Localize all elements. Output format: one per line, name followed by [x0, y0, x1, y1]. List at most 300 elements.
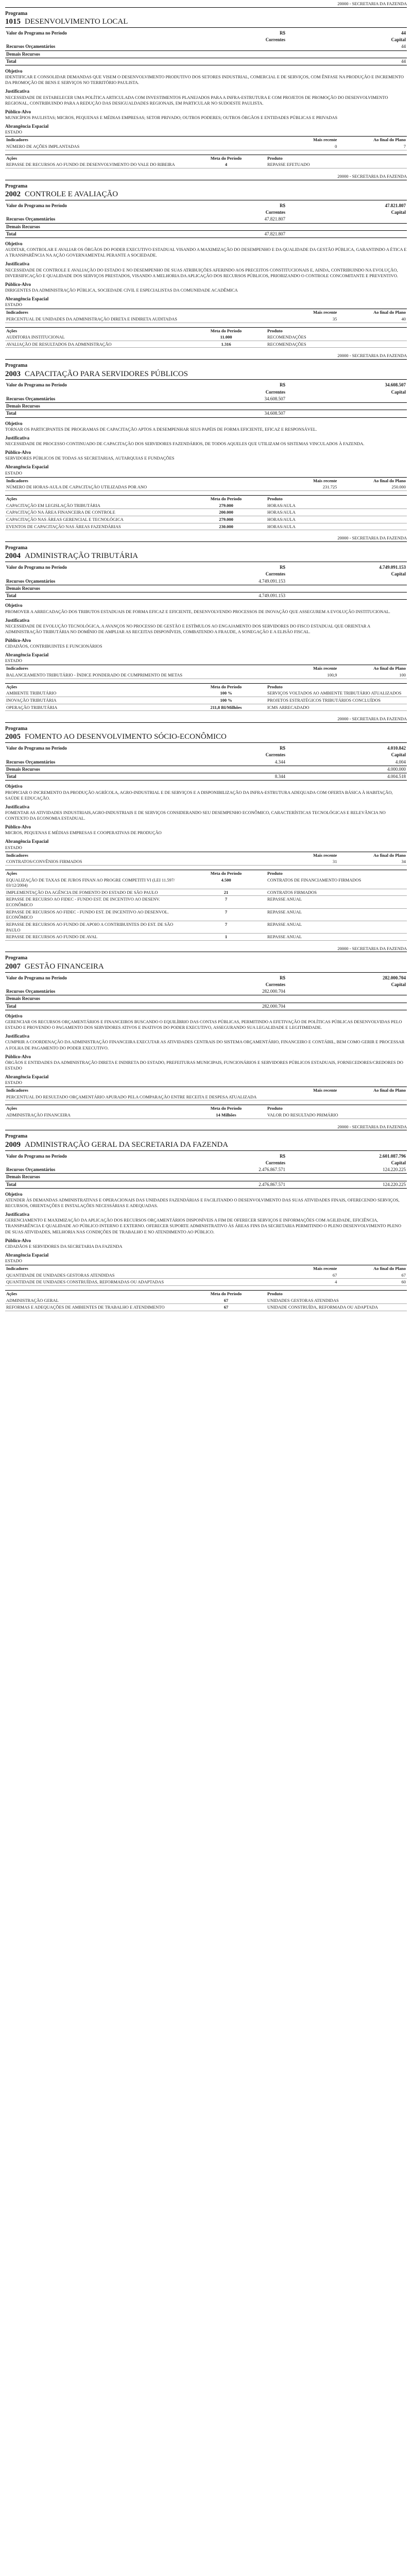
recent-header: Mais recente — [286, 477, 338, 484]
action-meta: 67 — [186, 1304, 266, 1311]
value-table — [5, 564, 407, 600]
objective-text: GERENCIAR OS RECURSOS ORÇAMENTÁRIOS E FINANCEIROS BUSCANDO O EQUILÍBRIO DAS CONTAS PÚBLICAS, PERMITINDO A EFETIVAÇÃO DE POLÍTICAS PÚBLICAS DESENVOLVIDAS PELO ESTADO E PROVENDO O PAGAMENTO DOS SERVIDORES ATIVOS E INATIVOS DO PODER EXECUTIVO, ASSEGURANDO SUA LEGALIDADE E LEGITIMIDADE. — [5, 1019, 402, 1030]
currency-label: R$ — [280, 202, 285, 208]
value-row-label: Total — [5, 230, 206, 238]
correntes-value: 282.000.704 — [206, 988, 286, 995]
actions-table — [5, 155, 407, 168]
program-block — [5, 11, 407, 173]
action-meta: 7 — [186, 908, 266, 921]
indicators-table — [5, 309, 407, 323]
value-row-label: Demais Recursos — [5, 223, 206, 230]
actions-table — [5, 495, 407, 530]
action-row — [5, 1304, 407, 1311]
action-product: CONTRATOS DE FINANCIAMENTO FIRMADOS — [266, 877, 407, 889]
capital-value — [286, 223, 407, 230]
final-header: Ao final do Plano — [338, 665, 407, 672]
actions-table — [5, 1290, 407, 1311]
capital-value — [286, 1174, 407, 1181]
indicators-table — [5, 136, 407, 150]
action-product: REPASSE ANUAL — [266, 896, 407, 908]
action-name: CAPACITAÇÃO NAS ÁREAS GERENCIAL E TECNOLÓGICA — [5, 516, 186, 523]
indicators-header: Indicadores — [5, 477, 286, 484]
program-value: 2.601.087.796 — [379, 1153, 406, 1159]
capital-value: 4.004 — [286, 759, 407, 766]
recent-header: Mais recente — [286, 1087, 338, 1094]
spatial-scope-text: ESTADO — [5, 302, 22, 308]
action-row — [5, 523, 407, 530]
value-table — [5, 30, 407, 65]
actions-header: Ações — [5, 496, 186, 502]
indicator-name: NÚMERO DE AÇÕES IMPLANTADAS — [5, 143, 286, 150]
action-product: REPASSE ANUAL — [266, 934, 407, 941]
currency-label: R$ — [280, 745, 285, 751]
indicators-table — [5, 1087, 407, 1100]
target-audience-text: MUNICÍPIOS PAULISTAS; MICROS, PEQUENAS E MÉDIAS EMPRESAS; SETOR PRIVADO; OUTROS PODERES; OUTROS ÓRGÃOS E ENTIDADES PÚBLICAS E PRIVADAS — [5, 115, 338, 121]
justification-label: Justificativa — [5, 1212, 29, 1217]
program-title — [5, 190, 407, 200]
objective-label: Objetivo — [5, 241, 23, 247]
program-label: Programa — [5, 725, 28, 732]
indicator-name: BALANCEAMENTO TRIBUTÁRIO - ÍNDICE PONDERADO DE CUMPRIMENTO DE METAS — [5, 672, 286, 679]
program-title — [5, 962, 407, 973]
spatial-scope-label: Abrangência Espacial — [5, 1252, 49, 1258]
meta-header: Meta do Período — [186, 1105, 266, 1112]
recent-header: Mais recente — [286, 665, 338, 672]
currency-label: R$ — [280, 565, 285, 570]
spatial-scope-label: Abrangência Espacial — [5, 652, 49, 658]
final-header: Ao final do Plano — [338, 477, 407, 484]
value-table — [5, 202, 407, 238]
indicator-recent — [286, 1094, 338, 1100]
program-title — [5, 369, 407, 380]
actions-table — [5, 327, 407, 348]
page-header: 20000 - SECRETARIA DA FAZENDA — [5, 715, 407, 723]
value-row-label: Demais Recursos — [5, 766, 206, 773]
correntes-value — [206, 995, 286, 1003]
actions-header: Ações — [5, 870, 186, 876]
action-meta: 4 — [186, 161, 266, 168]
action-product: REPASSE ANUAL — [266, 921, 407, 933]
correntes-header: Correntes — [265, 981, 285, 987]
action-name: REPASSE DE RECURSOS AO FIDEC - FUNDO EST. DE INCENTIVO AO DESENVOL. ECONÔMICO — [5, 908, 186, 921]
actions-header: Ações — [5, 683, 186, 690]
program-block — [5, 545, 407, 715]
actions-header: Ações — [5, 327, 186, 334]
action-row — [5, 516, 407, 523]
page-header: 20000 - SECRETARIA DA FAZENDA — [5, 945, 407, 953]
capital-header: Capital — [391, 1160, 406, 1165]
capital-header: Capital — [391, 210, 406, 215]
program-code: 2007 — [5, 962, 21, 971]
action-product: RECOMENDAÇÕES — [266, 341, 407, 348]
action-meta: 279.000 — [186, 516, 266, 523]
action-meta: 67 — [186, 1297, 266, 1304]
final-header: Ao final do Plano — [338, 309, 407, 316]
objective-text: PROMOVER A ARRECADAÇÃO DOS TRIBUTOS ESTADUAIS DE FORMA EFICAZ E EFICIENTE, DESENVOLVENDO PROCESSOS DE INOVAÇÃO QUE ASSEGUREM A EVOLUÇÃO INSTITUCIONAL. — [5, 608, 390, 614]
program-value: 4.010.842 — [387, 745, 406, 751]
capital-value — [286, 1003, 407, 1010]
program-block — [5, 1133, 407, 1315]
page-header: 20000 - SECRETARIA DA FAZENDA — [5, 1123, 407, 1131]
indicators-table — [5, 477, 407, 491]
action-meta: 211,8 BI/Milhões — [186, 704, 266, 711]
value-table — [5, 382, 407, 417]
action-name: AUDITORIA INSTITUCIONAL — [5, 334, 186, 341]
action-meta: 14 Milhões — [186, 1112, 266, 1118]
action-product: REPASSE ANUAL — [266, 908, 407, 921]
capital-value — [286, 988, 407, 995]
spatial-scope-text: ESTADO — [5, 658, 22, 664]
indicators-header: Indicadores — [5, 665, 286, 672]
indicator-final: 60 — [338, 1279, 407, 1286]
correntes-value: 2.476.867.571 — [206, 1181, 286, 1188]
indicator-recent: 31 — [286, 858, 338, 865]
objective-text: TORNAR OS PARTICIPANTES DE PROGRAMAS DE CAPACITAÇÃO APTOS A DESEMPENHAR SEUS PAPÉIS DE FORMA EFICIENTE, EFICAZ E RESPONSÁVEL. — [5, 426, 317, 432]
capital-value — [286, 396, 407, 403]
indicator-name: QUANTIDADE DE UNIDADES CONSTRUÍDAS, REFORMADAS OU ADAPTADAS — [5, 1279, 286, 1286]
indicators-table — [5, 852, 407, 866]
value-table — [5, 745, 407, 781]
target-audience-text: CIDADÃOS E SERVIDORES DA SECRETARIA DA FAZENDA — [5, 1243, 123, 1249]
action-row — [5, 908, 407, 921]
value-label: Valor do Programa no Período — [6, 202, 67, 208]
indicator-final: 100 — [338, 672, 407, 679]
action-name: REPASSE DE RECURSO AO FIDEC - FUNDO EST. DE INCENTIVO AO DESENV. ECONÔMICO — [5, 896, 186, 908]
actions-header: Ações — [5, 1105, 186, 1112]
value-row-label: Total — [5, 773, 206, 781]
correntes-header: Correntes — [265, 752, 285, 758]
action-product: RECOMENDAÇÕES — [266, 334, 407, 341]
indicator-row — [5, 1272, 407, 1279]
action-product: ICMS ARRECADADO — [266, 704, 407, 711]
program-value: 44 — [401, 30, 406, 36]
correntes-value — [206, 43, 286, 50]
value-row-label: Recursos Orçamentários — [5, 578, 206, 585]
currency-label: R$ — [280, 30, 285, 36]
recent-header: Mais recente — [286, 309, 338, 316]
action-product: PROJETOS ESTRATÉGICOS TRIBUTÁRIOS CONCLUÍDOS — [266, 697, 407, 704]
target-audience-text: MICROS, PEQUENAS E MÉDIAS EMPRESAS E COOPERATIVAS DE PRODUÇÃO — [5, 830, 162, 836]
indicator-row — [5, 672, 407, 679]
action-row — [5, 896, 407, 908]
spatial-scope-text: ESTADO — [5, 844, 22, 850]
correntes-value — [206, 58, 286, 65]
indicator-name: NÚMERO DE HORAS-AULA DE CAPACITAÇÃO UTILIZADAS POR ANO — [5, 484, 286, 490]
capital-value — [286, 410, 407, 417]
spatial-scope-label: Abrangência Espacial — [5, 464, 49, 470]
capital-header: Capital — [391, 752, 406, 758]
value-label: Valor do Programa no Período — [6, 565, 67, 570]
spatial-scope-label: Abrangência Espacial — [5, 296, 49, 302]
indicator-row — [5, 484, 407, 490]
action-name: CAPACITAÇÃO EM LEGISLAÇÃO TRIBUTÁRIA — [5, 502, 186, 509]
correntes-value: 34.608.507 — [206, 410, 286, 417]
indicator-name: PERCENTUAL DE UNIDADES DA ADMINISTRAÇÃO DIRETA E INDIRETA AUDITADAS — [5, 316, 286, 323]
capital-value: 44 — [286, 58, 407, 65]
objective-text: IDENTIFICAR E CONSOLIDAR DEMANDAS QUE VISEM O DESENVOLVIMENTO PRODUTIVO DOS SETORES INDUSTRIAL, COMERCIAL E DE SERVIÇOS, COM ÊNFASE NA PRODUÇÃO E INCREMENTO DA PROMOÇÃO DE BENS E SERVIÇOS NO TERRITÓRIO PAULISTA. — [5, 74, 404, 86]
target-audience-label: Público-Alvo — [5, 281, 31, 287]
program-block — [5, 955, 407, 1123]
product-header: Produto — [266, 683, 407, 690]
program-code: 2005 — [5, 733, 21, 741]
indicator-row — [5, 1094, 407, 1100]
correntes-header: Correntes — [265, 210, 285, 215]
correntes-value — [206, 585, 286, 592]
objective-label: Objetivo — [5, 420, 23, 426]
justification-label: Justificativa — [5, 617, 29, 623]
justification-text: NECESSIDADE DE PROCESSO CONTINUADO DE CAPACITAÇÃO DOS SERVIDORES FAZENDÁRIOS, DE TODOS AQUELES QUE UTILIZAM OS SISTEMAS VINCULADOS À FAZENDA. — [5, 441, 365, 447]
target-audience-label: Público-Alvo — [5, 637, 31, 643]
program-name: CAPACITAÇÃO PARA SERVIDORES PÚBLICOS — [25, 369, 188, 378]
indicator-recent: 67 — [286, 1272, 338, 1279]
program-block — [5, 363, 407, 534]
value-row-label: Total — [5, 592, 206, 600]
action-meta: 279.000 — [186, 502, 266, 509]
final-header: Ao final do Plano — [338, 852, 407, 858]
action-row — [5, 1297, 407, 1304]
indicator-final: 67 — [338, 1272, 407, 1279]
spatial-scope-label: Abrangência Espacial — [5, 124, 49, 129]
value-row-label: Total — [5, 410, 206, 417]
indicators-header: Indicadores — [5, 137, 286, 143]
action-meta: 1.316 — [186, 341, 266, 348]
page-header: 20000 - SECRETARIA DA FAZENDA — [5, 352, 407, 360]
action-row — [5, 934, 407, 941]
program-name: DESENVOLVIMENTO LOCAL — [25, 18, 128, 26]
action-name: OPERAÇÃO TRIBUTÁRIA — [5, 704, 186, 711]
correntes-value: 4.749.091.153 — [206, 592, 286, 600]
recent-header: Mais recente — [286, 852, 338, 858]
target-audience-text: ÓRGÃOS E ENTIDADES DA ADMINISTRAÇÃO DIRETA E INDIRETA DO ESTADO, PREFEITURAS MUNICIPAIS, FUNCIONÁRIOS E SERVIDORES PÚBLICOS ESTADUAIS, FORNECEDORES/CREDORES DO ESTADO — [5, 1059, 403, 1071]
program-value: 282.000.704 — [383, 975, 406, 980]
target-audience-label: Público-Alvo — [5, 1238, 31, 1243]
indicator-recent: 4 — [286, 1279, 338, 1286]
actions-table — [5, 683, 407, 711]
value-label: Valor do Programa no Período — [6, 975, 67, 980]
indicator-final — [338, 1094, 407, 1100]
program-label: Programa — [5, 1133, 28, 1140]
action-product: HORAS/AULA — [266, 502, 407, 509]
justification-text: GERENCIAMENTO E MAXIMIZAÇÃO DA APLICAÇÃO DOS RECURSOS ORÇAMENTÁRIOS DISPONÍVEIS A FIM DE OFERECER SERVIÇOS E INFORMAÇÕES COM AGILIDADE, EFICIÊNCIA, TRANSPARÊNCIA E QUALIDADE AO PÚBLICO INTERNO E EXTERNO. OFERECER SUPORTE ADMINISTRATIVO ÀS ÁREAS FINS DA SECRETARIA PERMITINDO O PLENO DESENVOLVIMENTO PLENO DE SUAS ATIVIDADES, MELHORIA NAS CONDIÇÕES DE TRABALHO E NO ATENDIMENTO AO PÚBLICO. — [5, 1217, 401, 1234]
indicator-recent: 100,9 — [286, 672, 338, 679]
action-name: REPASSE DE RECURSOS AO FUNDO DE AVAL — [5, 934, 186, 941]
target-audience-text: CIDADÃOS, CONTRIBUINTES E FUNCIONÁRIOS — [5, 643, 102, 649]
correntes-value — [206, 50, 286, 58]
objective-label: Objetivo — [5, 603, 23, 608]
action-meta: 1 — [186, 934, 266, 941]
capital-value — [286, 592, 407, 600]
capital-value: 44 — [286, 43, 407, 50]
capital-header: Capital — [391, 37, 406, 43]
correntes-value — [206, 403, 286, 410]
target-audience-label: Público-Alvo — [5, 109, 31, 114]
actions-header: Ações — [5, 1291, 186, 1297]
value-row-label: Recursos Orçamentários — [5, 1166, 206, 1174]
justification-text: NECESSIDADE DE CONTROLE E AVALIAÇÃO DO ESTADO E NO DESEMPENHO DE SUAS ATRIBUIÇÕES AFERINDO AOS PRECEITOS CONSTITUCIONAIS E, AINDA, CONTRIBUINDO NA EVOLUÇÃO, DIVERSIFICAÇÃO E QUALIDADE DOS SERVIÇOS PRESTADOS, VISANDO A MELHORIA DA APLICAÇÃO DOS RECURSOS PÚBLICOS, PRIORIZANDO O CONTROLE CONCOMITANTE E PREVENTIVO. — [5, 267, 398, 278]
program-value: 4.749.091.153 — [379, 565, 406, 570]
action-name: INOVAÇÃO TRIBUTÁRIA — [5, 697, 186, 704]
program-name: ADMINISTRAÇÃO TRIBUTÁRIA — [25, 552, 139, 561]
program-name: GESTÃO FINANCEIRA — [25, 962, 104, 971]
indicator-final: 40 — [338, 316, 407, 323]
value-row-label: Demais Recursos — [5, 995, 206, 1003]
program-code: 1015 — [5, 18, 21, 26]
capital-value — [286, 50, 407, 58]
indicators-header: Indicadores — [5, 1087, 286, 1094]
value-label: Valor do Programa no Período — [6, 382, 67, 388]
capital-value — [286, 995, 407, 1003]
objective-text: AUDITAR, CONTROLAR E AVALIAR OS ÓRGÃOS DO PODER EXECUTIVO ESTADUAL VISANDO A MAXIMIZAÇÃO DO DESEMPENHO E DA QUALIDADE DA GESTÃO PÚBLICA, GARANTINDO A ÉTICA E A TRANSPARÊNCIA NA AÇÃO GOVERNAMENTAL PERANTE A SOCIEDADE. — [5, 247, 407, 258]
value-row-label: Recursos Orçamentários — [5, 759, 206, 766]
action-name: CAPACITAÇÃO NA ÁREA FINANCEIRA DE CONTROLE — [5, 509, 186, 516]
value-row-label: Demais Recursos — [5, 403, 206, 410]
justification-label: Justificativa — [5, 1033, 29, 1039]
value-row-label: Demais Recursos — [5, 1174, 206, 1181]
action-name: REPASSE DE RECURSOS AO FUNDO DE APOIO A CONTRIBUINTES DO EST. DE SÃO PAULO — [5, 921, 186, 933]
action-product: HORAS/AULA — [266, 523, 407, 530]
target-audience-text: DIRIGENTES DA ADMINISTRAÇÃO PÚBLICA, SOCIEDADE CIVIL E ESPECIALISTAS DA COMUNIDADE ACADÊMICA — [5, 287, 238, 293]
product-header: Produto — [266, 1291, 407, 1297]
indicators-table — [5, 665, 407, 679]
correntes-value — [206, 1174, 286, 1181]
product-header: Produto — [266, 870, 407, 876]
value-row-label: Demais Recursos — [5, 585, 206, 592]
target-audience-label: Público-Alvo — [5, 824, 31, 830]
action-row — [5, 161, 407, 168]
capital-value — [286, 403, 407, 410]
currency-label: R$ — [280, 1153, 285, 1159]
action-product: REPASSE EFETUADO — [266, 161, 407, 168]
value-row-label: Demais Recursos — [5, 50, 206, 58]
indicator-row — [5, 143, 407, 150]
indicators-header: Indicadores — [5, 852, 286, 858]
action-product: CONTRATOS FIRMADOS — [266, 889, 407, 896]
action-row — [5, 921, 407, 933]
action-meta: 7 — [186, 896, 266, 908]
indicator-row — [5, 1279, 407, 1286]
justification-text: FOMENTAR AS ATIVIDADES INDUSTRIAIS,AGRO-INDUSTRIAIS E DE SERVIÇOS CONSIDERANDO SEU DESEMPENHO ECONÔMICO, CARACTERÍSTICAS TECNOLÓGICAS E RELEVÂNCIA NO CONTEXTO DA ECONOMIA ESTADUAL. — [5, 809, 386, 821]
value-label: Valor do Programa no Período — [6, 745, 67, 751]
action-meta: 100 % — [186, 697, 266, 704]
program-label: Programa — [5, 545, 28, 551]
value-row-label: Recursos Orçamentários — [5, 43, 206, 50]
capital-value — [286, 230, 407, 238]
objective-text: PROPICIAR O INCREMENTO DA PRODUÇÃO AGRÍCOLA, AGRO-INDUSTRIAL E DE SERVIÇOS E A DISPONIBILIZAÇÃO DA INFRA-ESTRUTURA ADEQUADA COM OFERTA BÁSICA À HABITAÇÃO, SAÚDE E EDUCAÇÃO. — [5, 789, 393, 801]
spatial-scope-text: ESTADO — [5, 470, 22, 476]
action-product: VALOR DO RESULTADO PRIMÁRIO — [266, 1112, 407, 1118]
justification-label: Justificativa — [5, 435, 29, 440]
indicator-name: PERCENTUAL DO RESULTADO ORÇAMENTÁRIO APURADO PELA COMPARAÇÃO ENTRE RECEITA E DESPESA ATUALIZADA — [5, 1094, 286, 1100]
action-meta: 100 % — [186, 690, 266, 697]
correntes-value: 34.608.507 — [206, 396, 286, 403]
objective-label: Objetivo — [5, 784, 23, 789]
indicator-row — [5, 316, 407, 323]
capital-value — [286, 216, 407, 223]
objective-text: ATENDER ÀS DEMANDAS ADMINISTRATIVAS E OPERACIONAIS DAS UNIDADES FAZENDÁRIAS E FACILITANDO O DESENVOLVIMENTO DAS SUAS ATIVIDADES FINAIS, OFERECENDO SERVIÇOS, RECURSOS, ORIENTAÇÕES E INSTALAÇÕES NECESSÁRIAS E ADEQUADAS. — [5, 1197, 400, 1209]
final-header: Ao final do Plano — [338, 1265, 407, 1272]
action-meta: 11.000 — [186, 334, 266, 341]
objective-label: Objetivo — [5, 1191, 23, 1197]
product-header: Produto — [266, 496, 407, 502]
correntes-value: 282.000.704 — [206, 1003, 286, 1010]
target-audience-label: Público-Alvo — [5, 1054, 31, 1059]
program-label: Programa — [5, 955, 28, 961]
value-row-label: Total — [5, 58, 206, 65]
capital-value: 4.004.518 — [286, 773, 407, 781]
justification-text: NECESSIDADE DE EVOLUÇÃO TECNOLÓGICA, A AVANÇOS NO PROCESSO DE GESTÃO E ESTÍMULOS AO ENGAJAMENTO DOS SERVIDORES DO FISCO ESTADUAL QUE ORIENTAR A ADMINISTRAÇÃO TRIBUTÁRIA NO DOMÍNIO DE AMPLIAR AS RECEITAS DISPONÍVEIS, COMBATENDO A FRAUDE, A SONEGAÇÃO E A ELISÃO FISCAL. — [5, 623, 370, 634]
capital-value: 124.220.225 — [286, 1181, 407, 1188]
action-name: EQUALIZAÇÃO DE TAXAS DE JUROS FINAN AO PROGRE COMPETITI VI (LEI 11.597/ 03/12/2004) — [5, 877, 186, 889]
program-name: ADMINISTRAÇÃO GERAL DA SECRETARIA DA FAZENDA — [25, 1140, 229, 1149]
spatial-scope-label: Abrangência Espacial — [5, 1074, 49, 1079]
meta-header: Meta do Período — [186, 870, 266, 876]
final-header: Ao final do Plano — [338, 1087, 407, 1094]
indicator-recent: 231.725 — [286, 484, 338, 490]
correntes-value: 47.821.807 — [206, 230, 286, 238]
action-row — [5, 697, 407, 704]
actions-header: Ações — [5, 155, 186, 161]
correntes-value: 2.476.867.571 — [206, 1166, 286, 1174]
program-value: 34.608.507 — [385, 382, 406, 388]
value-row-label: Recursos Orçamentários — [5, 396, 206, 403]
meta-header: Meta do Período — [186, 327, 266, 334]
action-name: ADMINISTRAÇÃO FINANCEIRA — [5, 1112, 186, 1118]
product-header: Produto — [266, 155, 407, 161]
spatial-scope-label: Abrangência Espacial — [5, 839, 49, 844]
currency-label: R$ — [280, 382, 285, 388]
correntes-value — [206, 223, 286, 230]
action-meta: 21 — [186, 889, 266, 896]
action-row — [5, 877, 407, 889]
page-header: 20000 - SECRETARIA DA FAZENDA — [5, 0, 407, 8]
action-name: IMPLEMENTAÇÃO DA AGÊNCIA DE FOMENTO DO ESTADO DE SÃO PAULO — [5, 889, 186, 896]
spatial-scope-text: ESTADO — [5, 129, 22, 135]
value-label: Valor do Programa no Período — [6, 1153, 67, 1159]
program-label: Programa — [5, 183, 28, 189]
target-audience-text: SERVIDORES PÚBLICOS DE TODAS AS SECRETARIAS, AUTARQUIAS E FUNDAÇÕES — [5, 455, 175, 461]
meta-header: Meta do Período — [186, 496, 266, 502]
indicator-final: 34 — [338, 858, 407, 865]
capital-header: Capital — [391, 389, 406, 395]
justification-text: CUMPRIR A COORDENAÇÃO DA ADMINISTRAÇÃO FINANCEIRA EXECUTAR AS ATIVIDADES CENTRAIS DO SISTEMA ORÇAMENTÁRIO, FINANCEIRO E CONTÁBIL, BEM COMO GERIR E PROCESSAR A FOLHA DE PAGAMENTO DO PODER EXECUTIVO. — [5, 1039, 405, 1050]
program-label: Programa — [5, 363, 28, 369]
justification-label: Justificativa — [5, 804, 29, 809]
indicator-name: QUANTIDADE DE UNIDADES GESTORAS ATENDIDAS — [5, 1272, 286, 1279]
action-name: REFORMAS E ADEQUAÇÕES DE AMBIENTES DE TRABALHO E ATENDIMENTO — [5, 1304, 186, 1311]
correntes-header: Correntes — [265, 1160, 285, 1165]
action-row — [5, 502, 407, 509]
correntes-value: 47.821.807 — [206, 216, 286, 223]
program-code: 2004 — [5, 552, 21, 561]
page-header: 20000 - SECRETARIA DA FAZENDA — [5, 173, 407, 180]
indicators-header: Indicadores — [5, 1265, 286, 1272]
indicator-row — [5, 858, 407, 865]
spatial-scope-text: ESTADO — [5, 1080, 22, 1086]
program-label: Programa — [5, 10, 28, 16]
capital-value: 124.220.225 — [286, 1166, 407, 1174]
program-name: FOMENTO AO DESENVOLVIMENTO SÓCIO-ECONÔMICO — [25, 733, 227, 741]
value-row-label: Total — [5, 1003, 206, 1010]
capital-value — [286, 578, 407, 585]
capital-value: 4.000.000 — [286, 766, 407, 773]
program-block — [5, 726, 407, 945]
action-row — [5, 690, 407, 697]
action-product: SERVIÇOS VOLTADOS AO AMBIENTE TRIBUTÁRIO ATUALIZADOS — [266, 690, 407, 697]
meta-header: Meta do Período — [186, 683, 266, 690]
action-name: AMBIENTE TRIBUTÁRIO — [5, 690, 186, 697]
action-row — [5, 889, 407, 896]
capital-header: Capital — [391, 571, 406, 577]
